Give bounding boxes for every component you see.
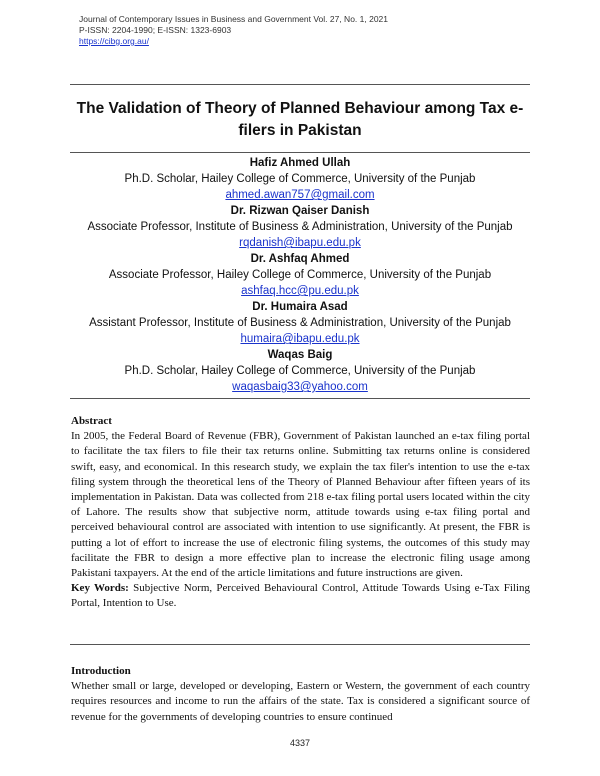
keywords-line [71, 581, 530, 611]
author-name: Hafiz Ahmed Ullah [249, 157, 351, 169]
keywords-text: Subjective Norm, Perceived Behavioural Control, Attitude Towards Using e-Tax Filing Portal, Intention to Use. [71, 582, 531, 610]
author-affiliation: Ph.D. Scholar, Hailey College of Commerce, University of the Punjab [124, 173, 476, 185]
title-bottom-rule [70, 152, 530, 153]
keywords-label: Key Words: [71, 582, 129, 595]
author-email-link[interactable]: ahmed.awan757@gmail.com [225, 189, 375, 201]
author-affiliation: Assistant Professor, Institute of Business & Administration, University of the Punjab [89, 317, 511, 329]
author-affiliation: Ph.D. Scholar, Hailey College of Commerce, University of the Punjab [124, 365, 476, 377]
author-name: Dr. Ashfaq Ahmed [250, 253, 350, 265]
author-block [60, 347, 540, 395]
author-block [60, 251, 540, 299]
introduction-text: Whether small or large, developed or developing, Eastern or Western, the government of each country requires resources and income to run the affairs of the state. Tax is considered a significant source of revenue for the governments of developing countries to ensure continued [71, 680, 530, 723]
journal-issn: P-ISSN: 2204-1990; E-ISSN: 1323-6903 [79, 25, 232, 35]
abstract-heading: Abstract [71, 415, 112, 427]
author-email-link[interactable]: waqasbaig33@yahoo.com [232, 381, 368, 393]
abstract-text: In 2005, the Federal Board of Revenue (FBR), Government of Pakistan launched an e-tax filing portal to facilitate the tax filers to file their tax returns online. Submitting tax returns online is considered swift, easy, and economical. In this research study, we explain the tax filer's intention to use the e-tax filing system through the theoretical lens of the Theory of Planned Behaviour after fifteen years of its implementation in Pakistan. Data was collected from 218 e-tax filing portal users located within the city of Lahore. The results show that subjective norm, attitude towards using e-tax filing portal and perceived behavioural control are associated with intention to use significantly. At present, the FBR is putting a lot of effort to increase the use of electronic filing systems, the outcomes of this study may facilitate the FBR to design a more effective plan to increase the electronic filing usage among Pakistani taxpayers. At the end of the article limitations and future instructions are given. [71, 430, 530, 580]
author-email-link[interactable]: humaira@ibapu.edu.pk [240, 333, 360, 345]
title-top-rule [70, 84, 530, 85]
abstract-bottom-rule [70, 644, 530, 645]
introduction-section [71, 664, 530, 725]
abstract-section [71, 414, 530, 612]
page-number: 4337 [289, 738, 311, 748]
author-name: Dr. Rizwan Qaiser Danish [230, 205, 370, 217]
author-name: Dr. Humaira Asad [252, 301, 348, 313]
author-block [60, 155, 540, 203]
author-name: Waqas Baig [267, 349, 333, 361]
introduction-heading: Introduction [71, 665, 131, 677]
author-email-link[interactable]: rqdanish@ibapu.edu.pk [239, 237, 361, 249]
journal-citation: Journal of Contemporary Issues in Business and Government Vol. 27, No. 1, 2021 [79, 14, 389, 24]
author-list [60, 155, 540, 395]
abstract-top-rule [70, 398, 530, 399]
author-block [60, 203, 540, 251]
journal-url-link[interactable]: https://cibg.org.au/ [79, 36, 149, 46]
paper-title: The Validation of Theory of Planned Behaviour among Tax e-filers in Pakistan [76, 100, 524, 139]
author-block [60, 299, 540, 347]
author-email-link[interactable]: ashfaq.hcc@pu.edu.pk [241, 285, 359, 297]
journal-header [79, 14, 388, 47]
author-affiliation: Associate Professor, Hailey College of Commerce, University of the Punjab [108, 269, 492, 281]
author-affiliation: Associate Professor, Institute of Business & Administration, University of the Punjab [87, 221, 513, 233]
